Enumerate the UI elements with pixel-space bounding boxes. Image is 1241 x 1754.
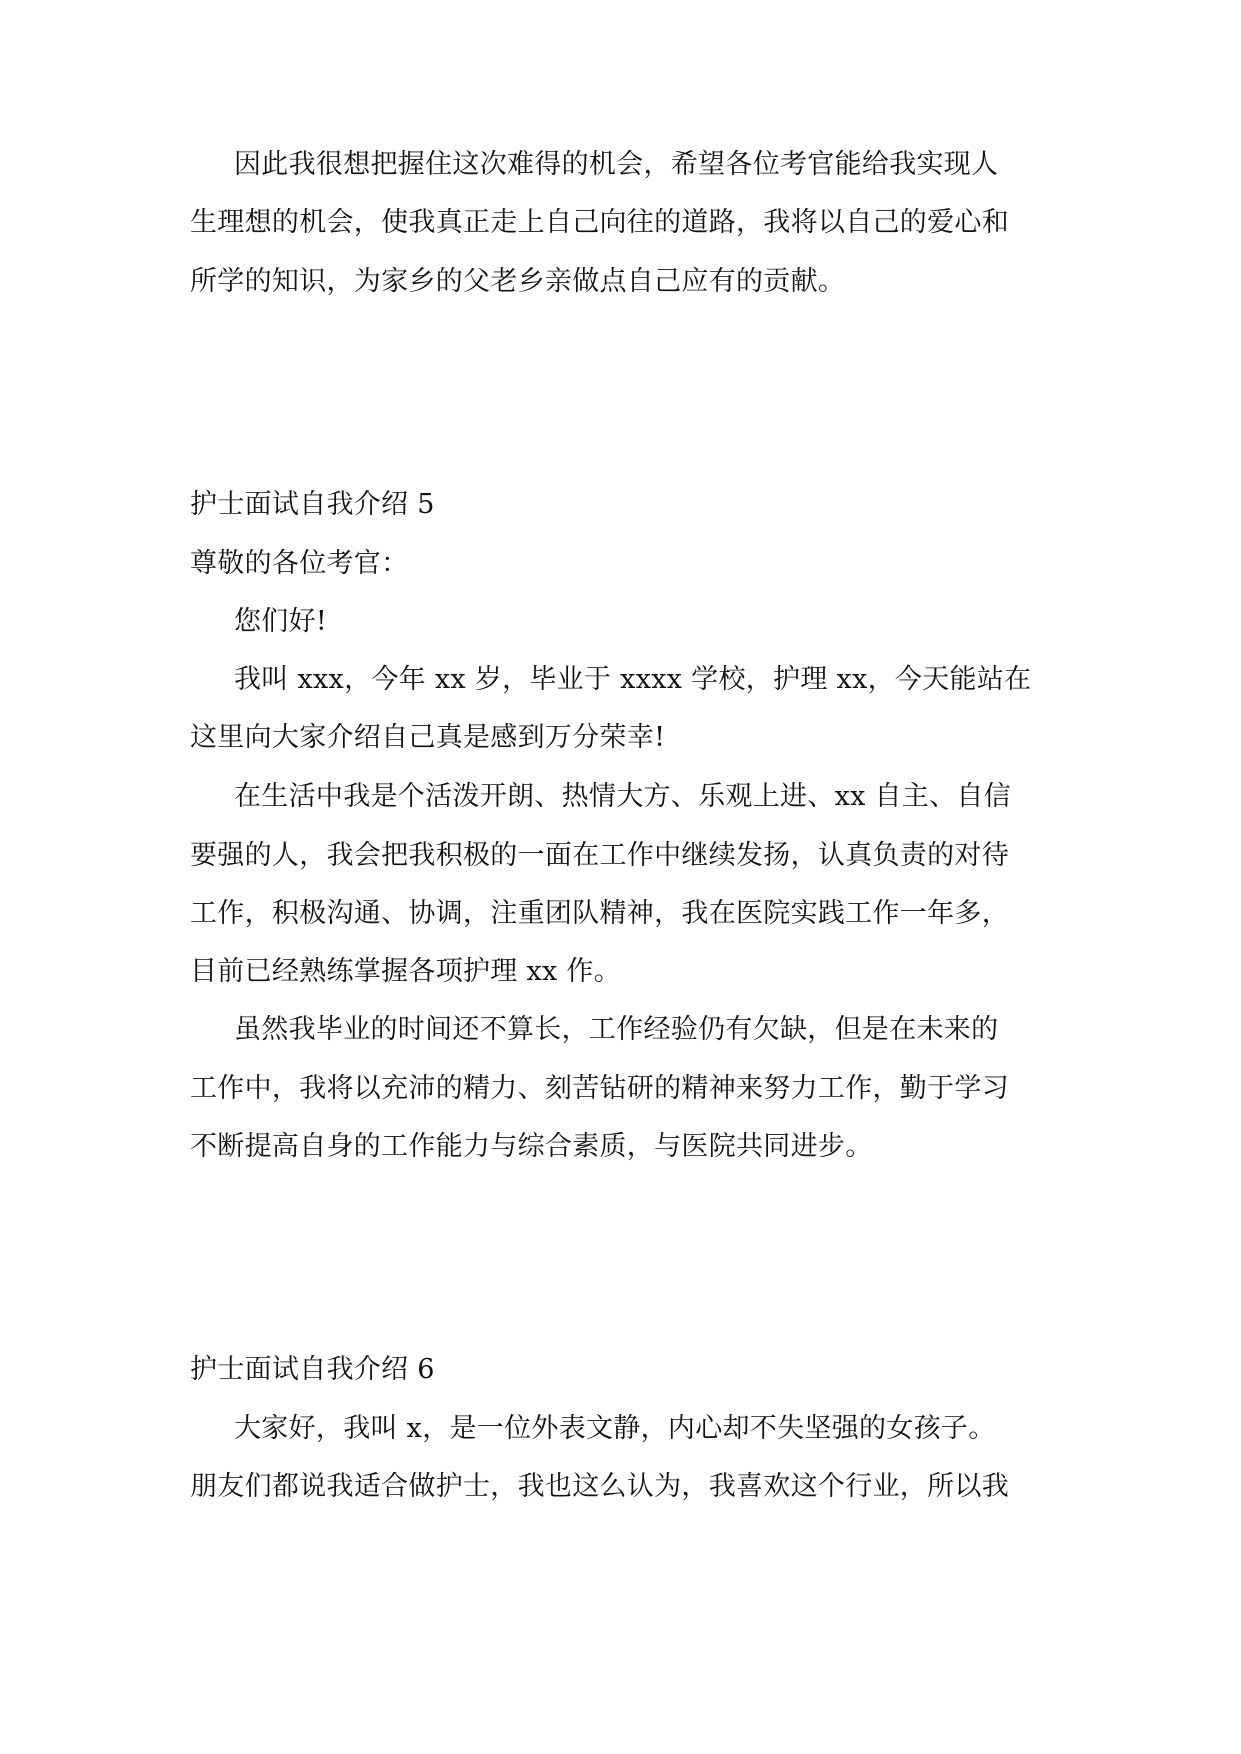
paragraph-line: 我叫 xxx，今年 xx 岁，毕业于 xxxx 学校，护理 xx，今天能站在 <box>234 664 1032 695</box>
paragraph-line: 这里向大家介绍自己真是感到万分荣幸! <box>190 722 666 753</box>
paragraph-line: 要强的人，我会把我积极的一面在工作中继续发扬，认真负责的对待 <box>190 840 1009 871</box>
paragraph-line: 工作中，我将以充沛的精力、刻苦钻研的精神来努力工作，勤于学习 <box>190 1073 1009 1104</box>
paragraph-line: 所学的知识，为家乡的父老乡亲做点自己应有的贡献。 <box>190 266 846 297</box>
section-title-6: 护士面试自我介绍 6 <box>190 1354 435 1385</box>
salutation: 尊敬的各位考官： <box>190 548 409 579</box>
paragraph-line: 工作，积极沟通、协调，注重团队精神，我在医院实践工作一年多， <box>190 898 1009 929</box>
paragraph-line: 虽然我毕业的时间还不算长，工作经验仍有欠缺，但是在未来的 <box>234 1014 999 1045</box>
greeting: 您们好! <box>234 606 328 637</box>
paragraph-line: 大家好，我叫 x，是一位外表文静，内心却不失坚强的女孩子。 <box>234 1413 996 1444</box>
paragraph-line: 因此我很想把握住这次难得的机会，希望各位考官能给我实现人 <box>234 149 999 180</box>
paragraph-line: 生理想的机会，使我真正走上自己向往的道路，我将以自己的爱心和 <box>190 207 1009 238</box>
section-title-5: 护士面试自我介绍 5 <box>190 489 435 520</box>
paragraph-line: 朋友们都说我适合做护士，我也这么认为，我喜欢这个行业，所以我 <box>190 1471 1009 1502</box>
paragraph-line: 在生活中我是个活泼开朗、热情大方、乐观上进、xx 自主、自信 <box>234 781 1012 812</box>
paragraph-line: 不断提高自身的工作能力与综合素质，与医院共同进步。 <box>190 1131 873 1162</box>
paragraph-line: 目前已经熟练掌握各项护理 xx 作。 <box>190 956 622 987</box>
